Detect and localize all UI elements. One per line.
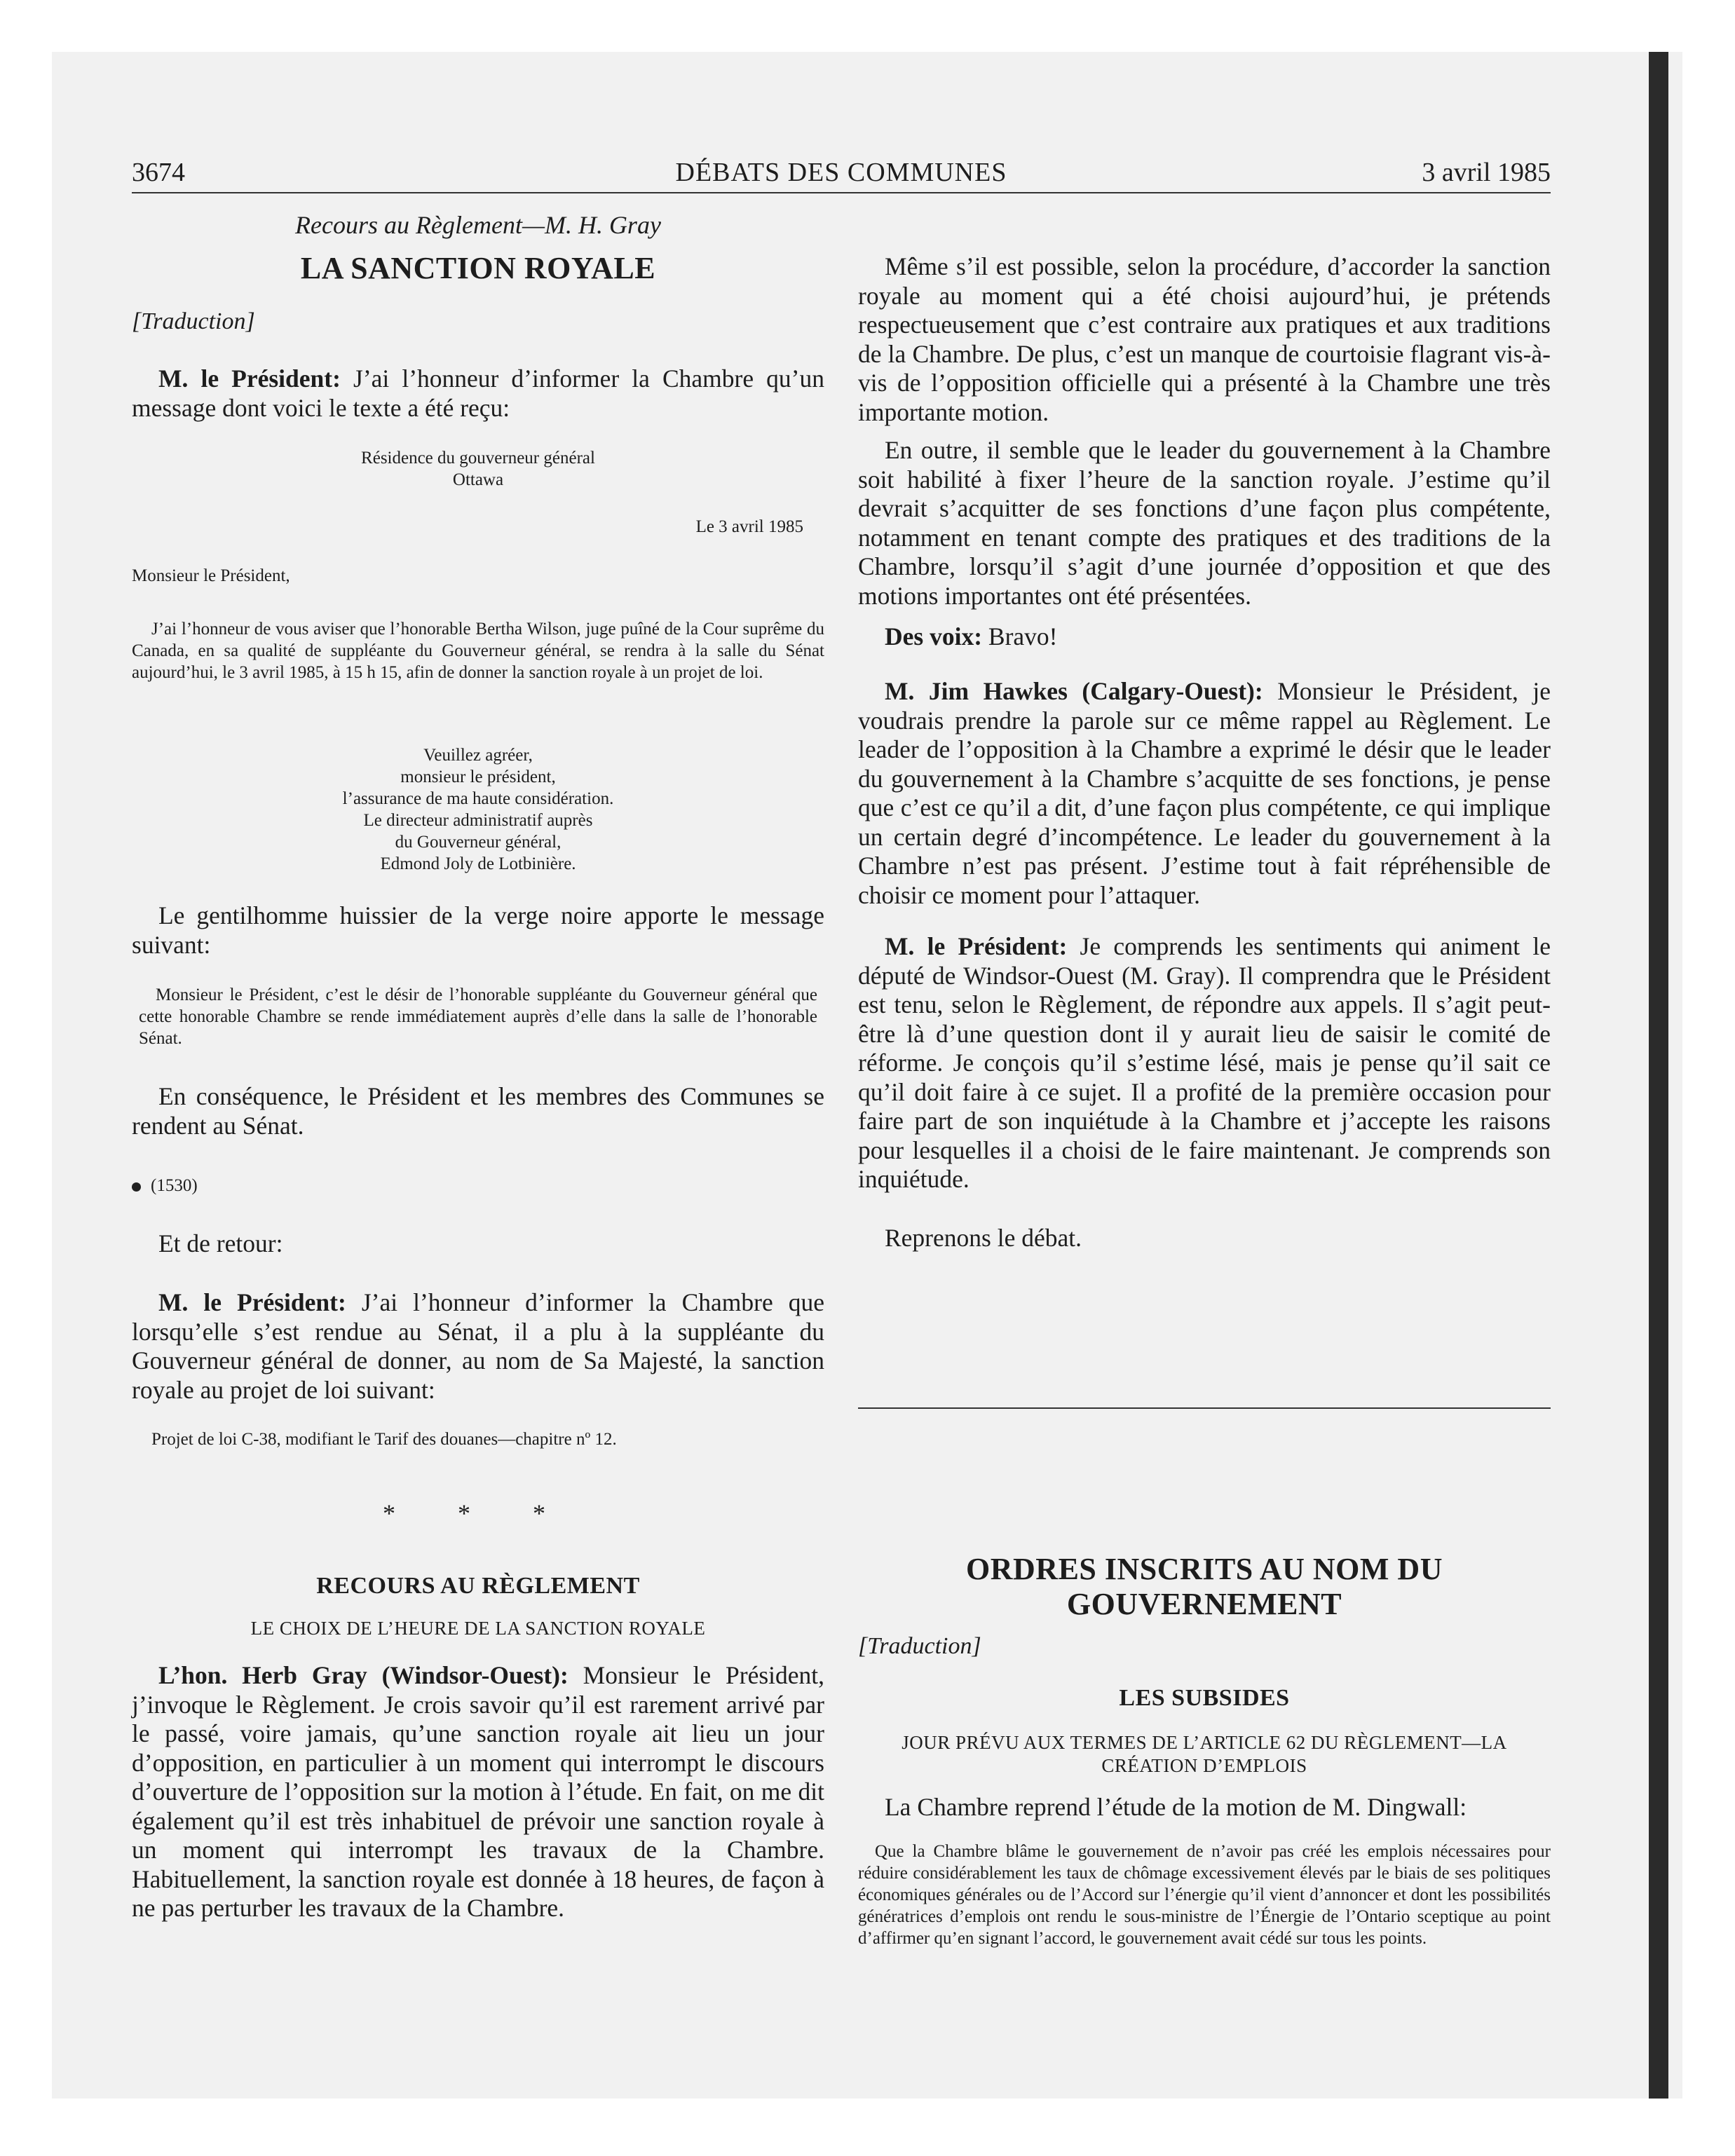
- section-divider: * * *: [383, 1499, 573, 1527]
- page-header: [132, 156, 1551, 193]
- closing-line: du Gouverneur général,: [395, 833, 562, 852]
- letter: [132, 447, 824, 585]
- paragraph: En conséquence, le Président et les membres des Communes se rendent au Sénat.: [132, 1082, 824, 1140]
- closing-line: monsieur le président,: [400, 767, 556, 786]
- journal-title: DÉBATS DES COMMUNES: [675, 158, 1007, 187]
- binding-edge: [1649, 52, 1668, 2099]
- sanction-heading: LA SANCTION ROYALE: [300, 251, 656, 285]
- ordres-heading: ORDRES INSCRITS AU NOM DU GOUVERNEMENT: [966, 1552, 1443, 1621]
- speech-text: Monsieur le Président, je voudrais prendre la parole sur ce même rappel au Règlement. Le leader de l’opposition à la Chambre a exprimé le désir que le leader du gouvernement à la Chambre s’acquitte de ses fonctions, je pense que c’est ce qu’il a dit, d’une façon plus compétente, ce qui implique un certain degré d’incompétence. Le leader du gouvernement à la Chambre n’est pas présent. J’estime tout à fait répréhensible de choisir ce moment pour l’attaquer.: [858, 677, 1551, 909]
- subsides-heading: LES SUBSIDES: [1119, 1685, 1290, 1711]
- paragraph: La Chambre reprend l’étude de la motion de M. Dingwall:: [885, 1793, 1467, 1821]
- speaker-name: M. le Président:: [158, 1288, 346, 1316]
- time-marker: (1530): [132, 1175, 824, 1196]
- letter-signature: Edmond Joly de Lotbinière.: [380, 854, 576, 873]
- speech-text: Monsieur le Président, j’invoque le Règlement. Je crois savoir qu’il est rarement arrivé par le passé, voire jamais, qu’une sanction royale ait lieu un jour d’opposition, en particulier à un moment qui interrompt le discours d’ouverture de l’opposition sur la motion à l’étude. En fait, on me dit également qu’il est très inhabituel de prévoir une sanction royale à un moment qui interrompt les travaux de la Chambre. Habituellement, la sanction royale est donnée à 18 heures, de façon à ne pas perturber les travaux de la Chambre.: [132, 1661, 824, 1922]
- paragraph: Reprenons le débat.: [885, 1224, 1082, 1252]
- jour-heading: JOUR PRÉVU AUX TERMES DE L’ARTICLE 62 DU RÈGLEMENT—LA CRÉATION D’EMPLOIS: [901, 1732, 1507, 1776]
- letter-residence: Résidence du gouverneur général: [361, 449, 595, 468]
- column-rule: [858, 1407, 1551, 1409]
- closing-line: Le directeur administratif auprès: [363, 811, 593, 830]
- speaker-name: M. le Président:: [158, 364, 341, 393]
- paragraph: [132, 364, 824, 423]
- speaker-name: M. Jim Hawkes (Calgary-Ouest):: [885, 677, 1263, 705]
- speech-text: Bravo!: [982, 622, 1058, 650]
- traduction-label: [Traduction]: [132, 308, 255, 334]
- speaker-name: Des voix:: [885, 622, 983, 650]
- motion-text: Que la Chambre blâme le gouvernement de n’avoir pas créé les emplois nécessaires pour réduire considérablement les taux de chômage excessivement élevés par le biais de ses politiques économiques générales ou de l’Accord sur l’énergie qu’il vient d’annoncer et dont les possibilités génératrices d’emplois ont rendu le sous-ministre de l’Énergie de l’Ontario sceptique au point d’affirmer qu’en signant l’accord, le gouvernement avait cédé sur tous les points.: [858, 1842, 1551, 1948]
- letter-body: J’ai l’honneur de vous aviser que l’honorable Bertha Wilson, juge puîné de la Cour suprême du Canada, en sa qualité de suppléante du Gouverneur général, se rendra à la salle du Sénat aujourd’hui, le 3 avril 1985, à 15 h 15, afin de donner la sanction royale à un projet de loi.: [132, 620, 824, 682]
- letter-date: Le 3 avril 1985: [695, 517, 803, 536]
- paragraph: [858, 677, 1551, 910]
- paragraph: [858, 932, 1551, 1194]
- header-date: 3 avril 1985: [1422, 158, 1551, 187]
- quoted-message: Monsieur le Président, c’est le désir de l’honorable suppléante du Gouverneur général que cette honorable Chambre se rende immédiatement auprès d’elle dans la salle de l’honorable Sénat.: [139, 985, 817, 1048]
- paragraph: En outre, il semble que le leader du gouvernement à la Chambre soit habilité à fixer l’heure de la sanction royale. J’estime qu’il devrait s’acquitter de ses fonctions d’une façon plus compétente, notamment en tenant compte des pratiques et des traditions de la Chambre, lorsqu’il s’agit d’une journée d’opposition et que des motions importantes ont été présentées.: [858, 436, 1551, 610]
- paragraph: Et de retour:: [158, 1229, 283, 1257]
- letter-closing: [132, 744, 824, 875]
- paragraph: [132, 1288, 824, 1405]
- page-number: 3674: [132, 158, 185, 187]
- paragraph: Même s’il est possible, selon la procédure, d’accorder la sanction royale au moment qui a été choisi aujourd’hui, je prétends respectueusement que c’est contraire aux pratiques et aux traditions de la Chambre. De plus, c’est un manque de courtoisie flagrant vis-à-vis de l’opposition officielle qui a présenté à la Chambre une très importante motion.: [858, 252, 1551, 426]
- paragraph: Le gentilhomme huissier de la verge noire apporte le message suivant:: [132, 901, 824, 959]
- closing-line: l’assurance de ma haute considération.: [342, 789, 614, 808]
- speech-text: J’ai l’honneur d’informer la Chambre que lorsqu’elle s’est rendue au Sénat, il a plu à la suppléante du Gouverneur général de donner, au nom de Sa Majesté, la sanction royale au projet de loi suivant:: [132, 1288, 824, 1404]
- paragraph: [132, 1661, 824, 1923]
- traduction-label: [Traduction]: [858, 1633, 981, 1659]
- speaker-name: M. le Président:: [885, 932, 1068, 960]
- bullet-icon: [132, 1182, 141, 1192]
- running-head: Recours au Règlement—M. H. Gray: [295, 211, 661, 239]
- recours-subheading: LE CHOIX DE L’HEURE DE LA SANCTION ROYALE: [250, 1618, 706, 1639]
- paragraph: [858, 622, 1551, 652]
- letter-city: Ottawa: [452, 470, 504, 489]
- speech-text: J’ai l’honneur d’informer la Chambre qu’un message dont voici le texte a été reçu:: [132, 364, 824, 422]
- speech-text: Je comprends les sentiments qui animent le député de Windsor-Ouest (M. Gray). Il comprendra que le Président est tenu, selon le Règlement, de répondre aux appels. Il s’agit peut-être là d’une question dont il y aurait lieu de saisir le comité de réforme. Je conçois qu’il s’estime lésé, mais je pense qu’il sait ce qu’il doit faire à ce sujet. Il a profité de la première occasion pour faire part de son inquiétude à la Chambre et j’accepte les raisons pour lesquelles il a choisi de le faire maintenant. Je comprends son inquiétude.: [858, 932, 1551, 1193]
- speaker-name: L’hon. Herb Gray (Windsor-Ouest):: [158, 1661, 569, 1689]
- closing-line: Veuillez agréer,: [423, 746, 533, 765]
- letter-salutation: Monsieur le Président,: [132, 566, 290, 585]
- recours-heading: RECOURS AU RÈGLEMENT: [316, 1573, 640, 1599]
- bill-line: Projet de loi C-38, modifiant le Tarif des douanes—chapitre nº 12.: [151, 1430, 617, 1449]
